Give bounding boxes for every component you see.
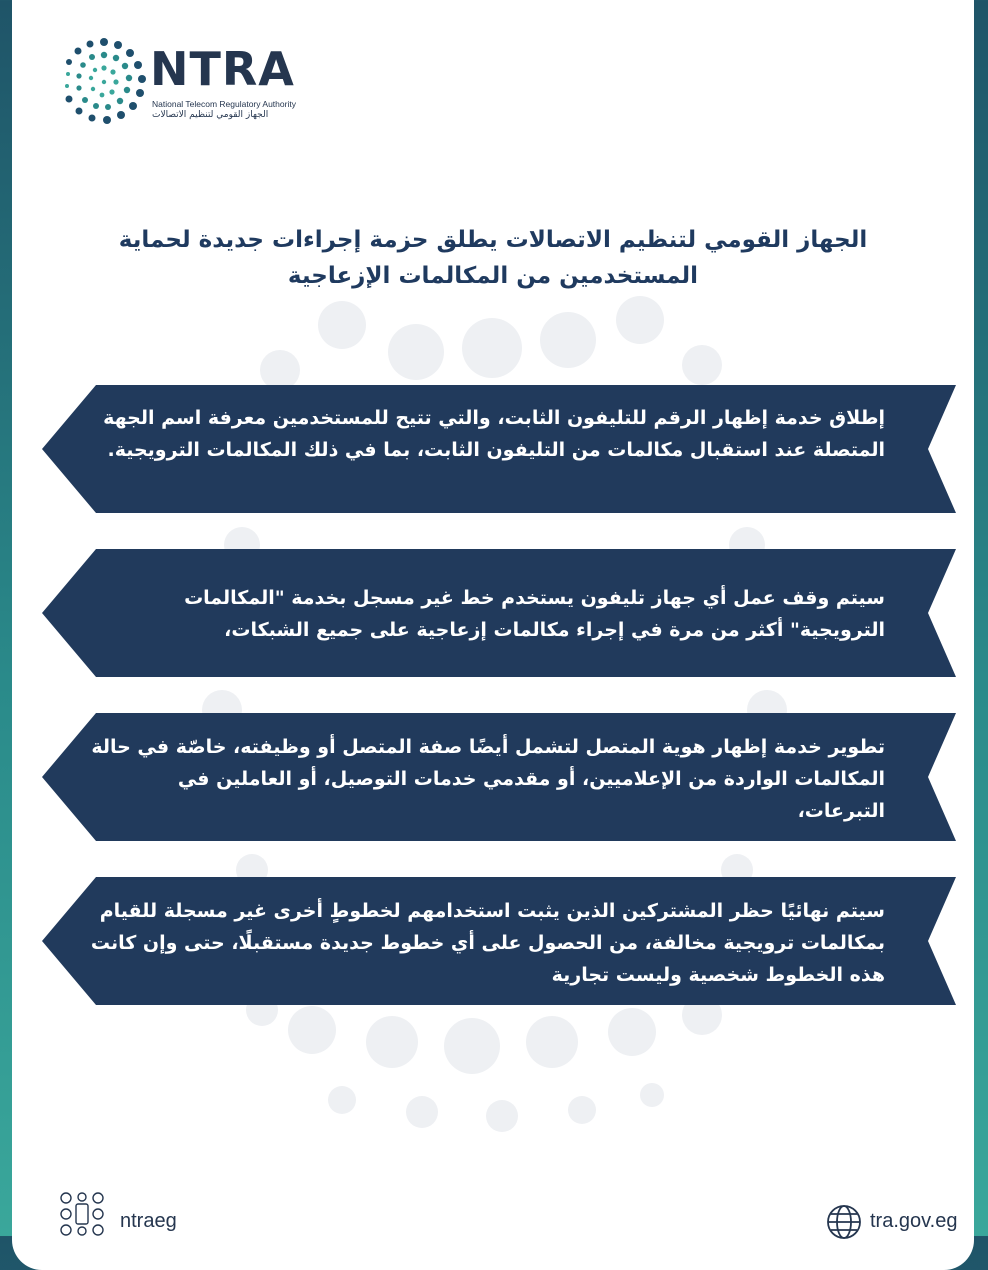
globe-icon xyxy=(826,1204,862,1240)
poster-card xyxy=(12,0,974,1270)
title-line-1: الجهاز القومي لتنظيم الاتصالات يطلق حزمة إجراءات جديدة لحماية xyxy=(118,227,868,253)
ntra-logo xyxy=(58,36,318,136)
page-title xyxy=(72,222,914,294)
website-link[interactable]: tra.gov.eg xyxy=(870,1210,958,1232)
ntra-logo-icon xyxy=(58,36,150,128)
logo-arabic-name: الجهاز القومي لتنظيم الاتصالات xyxy=(152,110,269,120)
logo-wordmark: NTRA xyxy=(150,42,295,96)
point-text-1: إطلاق خدمة إظهار الرقم للتليفون الثابت، والتي تتيح للمستخدمين معرفة اسم الجهة المتصلة عند استقبال مكالمات من التليفون الثابت، بما في ذلك المكالمات الترويجية. xyxy=(103,407,885,461)
point-text-4: سيتم نهائيًا حظر المشتركين الذين يثبت استخدامهم لخطوطٍ أخرى غير مسجلة للقيام بمكالمات ترويجية مخالفة، من الحصول على أي خطوط جديدة مستقبلًا، حتى وإن كانت هذه الخطوط شخصية وليست تجارية xyxy=(90,900,885,986)
title-line-2: المستخدمين من المكالمات الإزعاجية xyxy=(287,263,699,289)
point-text-2: سيتم وقف عمل أي جهاز تليفون يستخدم خط غير مسجل بخدمة "المكالمات الترويجية" أكثر من مرة في إجراء مكالمات إزعاجية على جميع الشبكات، xyxy=(184,587,885,641)
logo-english-name: National Telecom Regulatory Authority xyxy=(152,99,296,109)
point-text-3: تطوير خدمة إظهار هوية المتصل لتشمل أيضًا صفة المتصل أو وظيفته، خاصّة في حالة المكالمات الواردة من الإعلاميين، أو مقدمي خدمات التوصيل، أو العاملين في التبرعات، xyxy=(91,736,885,822)
social-handle[interactable]: ntraeg xyxy=(120,1210,177,1232)
social-media-icon xyxy=(60,1192,104,1236)
